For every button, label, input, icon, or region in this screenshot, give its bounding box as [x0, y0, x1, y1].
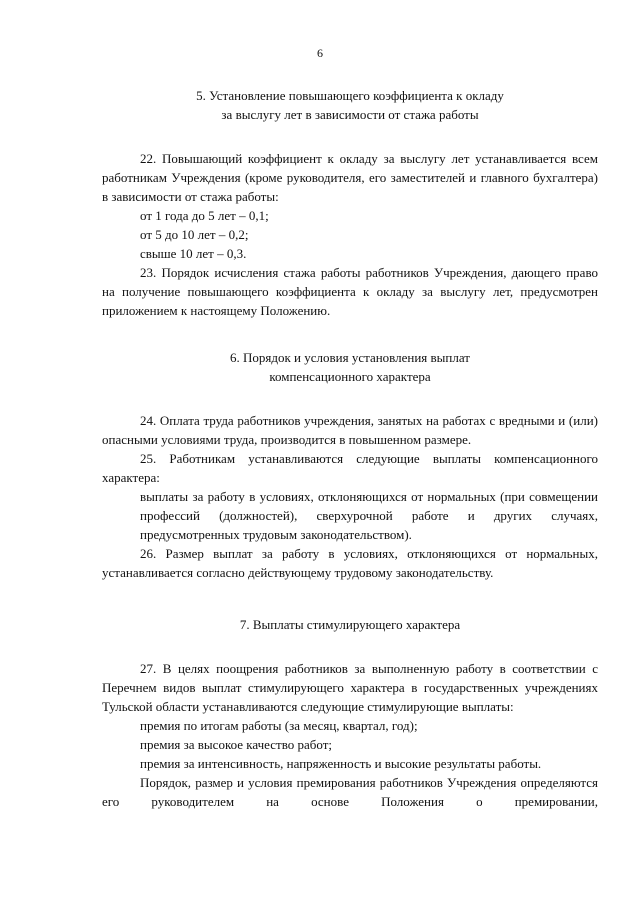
list-item: выплаты за работу в условиях, отклоняющихся от нормальных (при совмещении профессий (должностей), сверхурочной работе и других случаях, предусмотренных трудовым законодательством).: [140, 489, 598, 542]
document-body: [102, 86, 598, 811]
paragraph-26: 26. Размер выплат за работу в условиях, отклоняющихся от нормальных, устанавливается согласно действующему трудовому законодательству.: [102, 546, 598, 580]
paragraph-25: 25. Работникам устанавливаются следующие выплаты компенсационного характера:: [102, 451, 598, 485]
paragraph-24: 24. Оплата труда работников учреждения, занятых на работах с вредными и (или) опасными условиями труда, производится в повышенном размере.: [102, 413, 598, 447]
section-6-heading-line-1: 6. Порядок и условия установления выплат: [230, 350, 470, 365]
list-item: премия за интенсивность, напряженность и высокие результаты работы.: [140, 756, 542, 771]
section-5-heading-line-1: 5. Установление повышающего коэффициента к окладу: [196, 88, 504, 103]
section-7: [102, 615, 598, 811]
page-number: 6: [317, 46, 323, 60]
section-6: [102, 348, 598, 582]
paragraph-23: 23. Порядок исчисления стажа работы работников Учреждения, дающего право на получение повышающего коэффициента к окладу за выслугу лет, предусмотрен приложением к настоящему Положению.: [102, 265, 598, 318]
section-5-heading-line-2: за выслугу лет в зависимости от стажа работы: [221, 107, 479, 122]
paragraph-bonus-procedure: Порядок, размер и условия премирования работников Учреждения определяются его руководителем на основе Положения о премировании,: [102, 775, 598, 809]
list-item: премия за высокое качество работ;: [140, 737, 333, 752]
list-item: от 1 года до 5 лет – 0,1;: [140, 208, 269, 223]
list-item: от 5 до 10 лет – 0,2;: [140, 227, 249, 242]
list-item: премия по итогам работы (за месяц, квартал, год);: [140, 718, 418, 733]
section-5: [102, 86, 598, 320]
paragraph-27: 27. В целях поощрения работников за выполненную работу в соответствии с Перечнем видов выплат стимулирующего характера в государственных учреждениях Тульской области устанавливаются следующие стимулирующие выплаты:: [102, 661, 598, 714]
list-item: свыше 10 лет – 0,3.: [140, 246, 247, 261]
section-6-heading-line-2: компенсационного характера: [269, 369, 431, 384]
section-7-heading: 7. Выплаты стимулирующего характера: [239, 617, 461, 632]
paragraph-22: 22. Повышающий коэффициент к окладу за выслугу лет устанавливается всем работникам Учреждения (кроме руководителя, его заместителей и главного бухгалтера) в зависимости от стажа работы:: [102, 151, 598, 204]
